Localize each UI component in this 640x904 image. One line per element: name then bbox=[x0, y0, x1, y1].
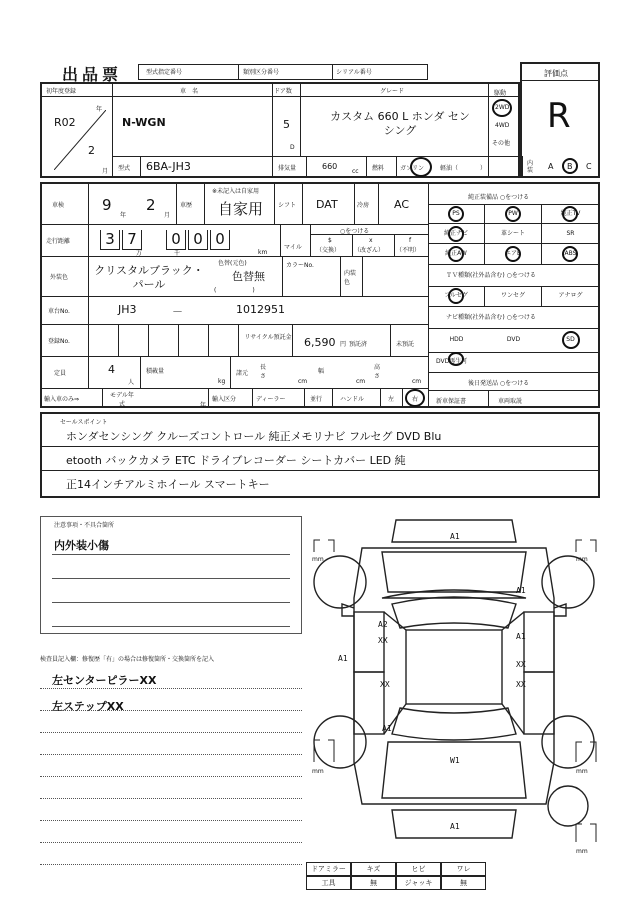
later-title: 後日発送品 ○をつける bbox=[468, 380, 530, 387]
interior-selected-circle bbox=[562, 158, 578, 174]
equipment-item: 純正AW bbox=[428, 244, 485, 264]
history-value: 自家用 bbox=[218, 200, 264, 218]
rating-value: R bbox=[547, 96, 571, 136]
length-cm: cm bbox=[298, 378, 308, 385]
first-reg-era: R02 bbox=[54, 116, 76, 129]
first-reg-month: 2 bbox=[88, 144, 95, 157]
equipment-selected-circle bbox=[448, 246, 464, 262]
equipment-item: PW bbox=[485, 204, 542, 224]
damage-mark: XX bbox=[516, 660, 526, 669]
dotted-line bbox=[40, 798, 302, 799]
equipment-item: SR bbox=[542, 224, 599, 244]
mileage-man: 万 bbox=[136, 250, 143, 257]
tv-item: アナログ bbox=[558, 292, 583, 299]
legend-cell: ジャッキ bbox=[396, 876, 441, 890]
doors-value: 5 bbox=[283, 118, 290, 131]
navi-title: ナビ種類(社外品含む) ○をつける bbox=[446, 314, 536, 321]
mileage-digit-cell: 0 bbox=[188, 230, 208, 250]
color-code-label: 色替(元色) bbox=[218, 260, 247, 267]
dotted-line bbox=[40, 732, 302, 733]
reg-no-divider bbox=[118, 324, 119, 356]
equipment-selected-circle bbox=[562, 246, 578, 262]
inspector-line-1: 左センターピラーXX bbox=[52, 674, 157, 687]
sales-line-3: 正14インチアルミホイール スマートキー bbox=[66, 478, 270, 491]
parallel-label: 並行 bbox=[310, 396, 323, 403]
tv-item: ワンセグ bbox=[485, 286, 542, 306]
grade-label: グレード bbox=[380, 88, 405, 95]
chassis-label: 車台No. bbox=[48, 308, 70, 315]
drive-4wd: 4WD bbox=[495, 122, 510, 129]
mileage-unit: km bbox=[258, 249, 268, 256]
equipment-grid bbox=[428, 204, 600, 264]
tv-item: フルセグ bbox=[428, 286, 485, 306]
legend-cell: 工具 bbox=[306, 876, 351, 890]
model-year-unit: 年 bbox=[200, 402, 207, 409]
mile-label: マイル bbox=[284, 244, 302, 251]
damage-mark: A1 bbox=[382, 724, 392, 733]
mileage-circle-note: ○をつける bbox=[340, 228, 370, 235]
color-change-paren: ( ) bbox=[214, 287, 255, 294]
interior-b: B bbox=[567, 162, 573, 171]
displacement-value: 660 bbox=[322, 162, 338, 171]
equipment-selected-circle bbox=[505, 246, 521, 262]
history-label: 車歴 bbox=[180, 202, 193, 209]
caution-text: 内外装小傷 bbox=[54, 539, 109, 552]
damage-mark: A2 bbox=[378, 620, 388, 629]
damage-mark: XX bbox=[380, 680, 390, 689]
reg-no-divider bbox=[178, 324, 179, 356]
legend-table bbox=[306, 862, 486, 890]
legend-cell: ドアミラー bbox=[306, 862, 351, 876]
displacement-unit: cc bbox=[352, 168, 359, 175]
damage-mark: A1 bbox=[450, 532, 460, 541]
sales-line-2: etooth バックカメラ ETC ドライブレコーダー シートカバー LED 純 bbox=[66, 454, 406, 467]
equipment-item: PS bbox=[428, 204, 485, 224]
inspection-year: 9 bbox=[102, 196, 112, 214]
handle-label: ハンドル bbox=[340, 396, 365, 403]
recycle-unit: 円 bbox=[340, 341, 347, 348]
chassis-prefix: JH3 bbox=[118, 303, 137, 316]
equipment-selected-circle bbox=[448, 226, 464, 242]
width-cm: cm bbox=[356, 378, 366, 385]
load-unit: kg bbox=[218, 378, 226, 385]
inspector-line-2: 左ステップXX bbox=[52, 700, 124, 713]
dvd-label: DVD再生可 bbox=[436, 358, 468, 365]
import-label: 輸入車のみ⇒ bbox=[44, 396, 80, 403]
drive-other: その他 bbox=[492, 140, 511, 147]
shift-label: シフト bbox=[278, 202, 297, 209]
capacity-value: 4 bbox=[108, 363, 115, 376]
model-value: 6BA-JH3 bbox=[146, 160, 191, 173]
ac-value: AC bbox=[394, 198, 410, 211]
mm-label-1: mm bbox=[312, 556, 324, 563]
damage-mark: A1 bbox=[450, 822, 460, 831]
mileage-modified: （改ざん） bbox=[354, 247, 385, 254]
car-name: N-WGN bbox=[122, 116, 166, 129]
oil-close: ） bbox=[480, 165, 487, 172]
dotted-line bbox=[40, 842, 302, 843]
fuel-label: 燃料 bbox=[372, 165, 385, 172]
category-label: 類別区分番号 bbox=[243, 69, 280, 76]
reg-no-cells bbox=[88, 324, 238, 356]
drive-label: 駆動 bbox=[494, 90, 507, 97]
color-change: 色替無 bbox=[232, 270, 265, 283]
type-designation-label: 型式指定番号 bbox=[146, 69, 183, 76]
model-year-label: モデル年式 bbox=[110, 392, 134, 408]
dotted-line bbox=[40, 754, 302, 755]
first-reg-year-unit: 年 bbox=[96, 106, 103, 113]
later-item-warranty: 新車保証書 bbox=[436, 398, 467, 405]
navi-item: HDD bbox=[449, 336, 464, 343]
recycle-label: リサイクル預託金 bbox=[244, 334, 292, 341]
fuel-selected-circle bbox=[410, 157, 432, 177]
dotted-line bbox=[40, 710, 302, 711]
first-reg-month-unit: 月 bbox=[102, 168, 109, 175]
mileage-digit-cell: 0 bbox=[166, 230, 186, 250]
caution-box bbox=[40, 516, 302, 634]
color-no-label: カラーNo. bbox=[286, 262, 314, 269]
first-reg-label: 初年度登録 bbox=[46, 88, 77, 95]
tv-selected-circle bbox=[448, 288, 464, 304]
ext-color-label: 外装色 bbox=[50, 274, 69, 281]
interior-label: 内装 bbox=[527, 160, 534, 174]
mileage-sen: 千 bbox=[174, 250, 181, 257]
right-label: 右 bbox=[412, 396, 419, 403]
inspector-dotted-lines bbox=[40, 688, 302, 888]
left-label: 左 bbox=[388, 396, 395, 403]
legend-cell: 無 bbox=[351, 876, 396, 890]
int-color-label: 内装色 bbox=[344, 270, 357, 286]
doors-label: ドア数 bbox=[274, 88, 292, 95]
mm-label-3: mm bbox=[312, 768, 324, 775]
mm-label-5: mm bbox=[576, 848, 588, 855]
shift-value: DAT bbox=[316, 198, 338, 211]
equipment-item: 純正TV bbox=[542, 204, 599, 224]
displacement-label: 排気量 bbox=[278, 165, 297, 172]
equipment-title: 純正装備品 ○をつける bbox=[468, 194, 530, 201]
mileage-x-s: x bbox=[369, 237, 373, 244]
mileage-f-s: f bbox=[409, 237, 412, 244]
damage-mark: A1 bbox=[338, 654, 348, 663]
inspection-year-unit: 年 bbox=[120, 212, 127, 219]
inspection-month-unit: 月 bbox=[164, 212, 171, 219]
chassis-dash: － bbox=[172, 305, 183, 318]
sales-label: セールスポイント bbox=[60, 419, 108, 426]
legend-cell: 無 bbox=[441, 876, 486, 890]
dotted-line bbox=[40, 864, 302, 865]
legend-cell: ワレ bbox=[441, 862, 486, 876]
height-label: 高さ bbox=[374, 364, 381, 380]
fuel-value: ガソリン bbox=[400, 165, 425, 172]
import-cat-label: 輸入区分 bbox=[212, 396, 237, 403]
page-title: 出品票 bbox=[62, 65, 123, 84]
mm-label-2: mm bbox=[576, 556, 588, 563]
interior-c: C bbox=[586, 162, 592, 171]
diagram-marks bbox=[302, 512, 612, 862]
dealer-label: ディーラー bbox=[256, 396, 286, 403]
width-label: 幅 bbox=[318, 368, 325, 375]
oil-label: 軽油（ bbox=[440, 165, 459, 172]
height-cm: cm bbox=[412, 378, 422, 385]
equipment-item: ABS bbox=[564, 250, 577, 257]
mileage-exchange: （交換） bbox=[316, 247, 341, 254]
equipment-selected-circle bbox=[505, 206, 521, 222]
dotted-line bbox=[40, 776, 302, 777]
handle-selected-circle bbox=[405, 389, 425, 407]
mileage-label: 走行距離 bbox=[46, 238, 71, 245]
car-name-label: 車 名 bbox=[180, 88, 199, 95]
dotted-line bbox=[40, 820, 302, 821]
interior-a: A bbox=[548, 162, 554, 171]
size-label: 諸元 bbox=[236, 370, 249, 377]
navi-selected-circle bbox=[562, 331, 580, 349]
drive-2wd: 2WD bbox=[495, 104, 510, 111]
legend-cell: キズ bbox=[351, 862, 396, 876]
inspection-label: 車検 bbox=[52, 202, 65, 209]
mm-label-4: mm bbox=[576, 768, 588, 775]
equipment-item: 純正ナビ bbox=[428, 224, 485, 244]
caution-label: 注意事項・不具合箇所 bbox=[54, 522, 115, 529]
equipment-item: エアB bbox=[485, 244, 542, 264]
first-reg-slash bbox=[54, 110, 106, 170]
reg-no-divider bbox=[148, 324, 149, 356]
navi-item: DVD bbox=[506, 336, 521, 343]
ac-label: 冷房 bbox=[357, 202, 370, 209]
legend-cell: ヒビ bbox=[396, 862, 441, 876]
length-label: 長さ bbox=[260, 364, 267, 380]
mileage-digit-cell: 3 bbox=[100, 230, 120, 250]
ext-color-value: クリスタルブラック・パール bbox=[94, 264, 204, 291]
rating-label: 評価点 bbox=[544, 69, 568, 78]
sales-line-1: ホンダセンシング クルーズコントロール 純正メモリナビ フルセグ DVD Blu bbox=[66, 430, 442, 443]
equipment-selected-circle bbox=[562, 206, 578, 222]
drive-selected-circle bbox=[492, 99, 512, 117]
damage-mark: W1 bbox=[450, 756, 460, 765]
reg-no-divider bbox=[208, 324, 209, 356]
tv-title: ＴＶ種類(社外品含む) ○をつける bbox=[446, 272, 536, 279]
recycle-not: 未預託 bbox=[396, 341, 415, 348]
grade-value: カスタム 660 L ホンダ センシング bbox=[330, 110, 470, 137]
doors-suffix: D bbox=[290, 144, 295, 151]
damage-mark: XX bbox=[516, 680, 526, 689]
dotted-line bbox=[40, 688, 302, 689]
later-item-manual: 車両取説 bbox=[498, 398, 523, 405]
equipment-item: 革シート bbox=[485, 224, 542, 244]
mileage-yen-s: $ bbox=[328, 237, 332, 244]
mileage-digits bbox=[96, 226, 246, 256]
capacity-unit: 人 bbox=[128, 379, 135, 386]
mileage-digit-cell: 7 bbox=[122, 230, 142, 250]
recycle-done: 預託済 bbox=[349, 341, 368, 348]
damage-mark: A1 bbox=[516, 632, 526, 641]
tv-grid bbox=[428, 286, 600, 306]
capacity-label: 定員 bbox=[54, 370, 67, 377]
history-note: ※未記入は自家用 bbox=[212, 188, 260, 195]
mileage-digit-cell: 0 bbox=[210, 230, 230, 250]
inspection-month: 2 bbox=[146, 196, 156, 214]
chassis-number: 1012951 bbox=[236, 303, 285, 316]
model-label: 型式 bbox=[118, 165, 131, 172]
dvd-selected-circle bbox=[448, 352, 464, 366]
serial-label: シリアル番号 bbox=[336, 69, 372, 76]
inspector-label: 検査員記入欄：修復歴「有」の場合は修復箇所・交換箇所を記入 bbox=[40, 656, 215, 663]
damage-mark: XX bbox=[378, 636, 388, 645]
navi-item: SD bbox=[566, 336, 575, 343]
mileage-unknown: （不明） bbox=[396, 247, 421, 254]
reg-no-label: 登録No. bbox=[48, 338, 70, 345]
load-label: 積載量 bbox=[146, 368, 165, 375]
recycle-value: 6,590 bbox=[304, 336, 336, 349]
damage-mark: A1 bbox=[516, 586, 526, 595]
equipment-selected-circle bbox=[448, 206, 464, 222]
navi-grid bbox=[428, 328, 600, 352]
